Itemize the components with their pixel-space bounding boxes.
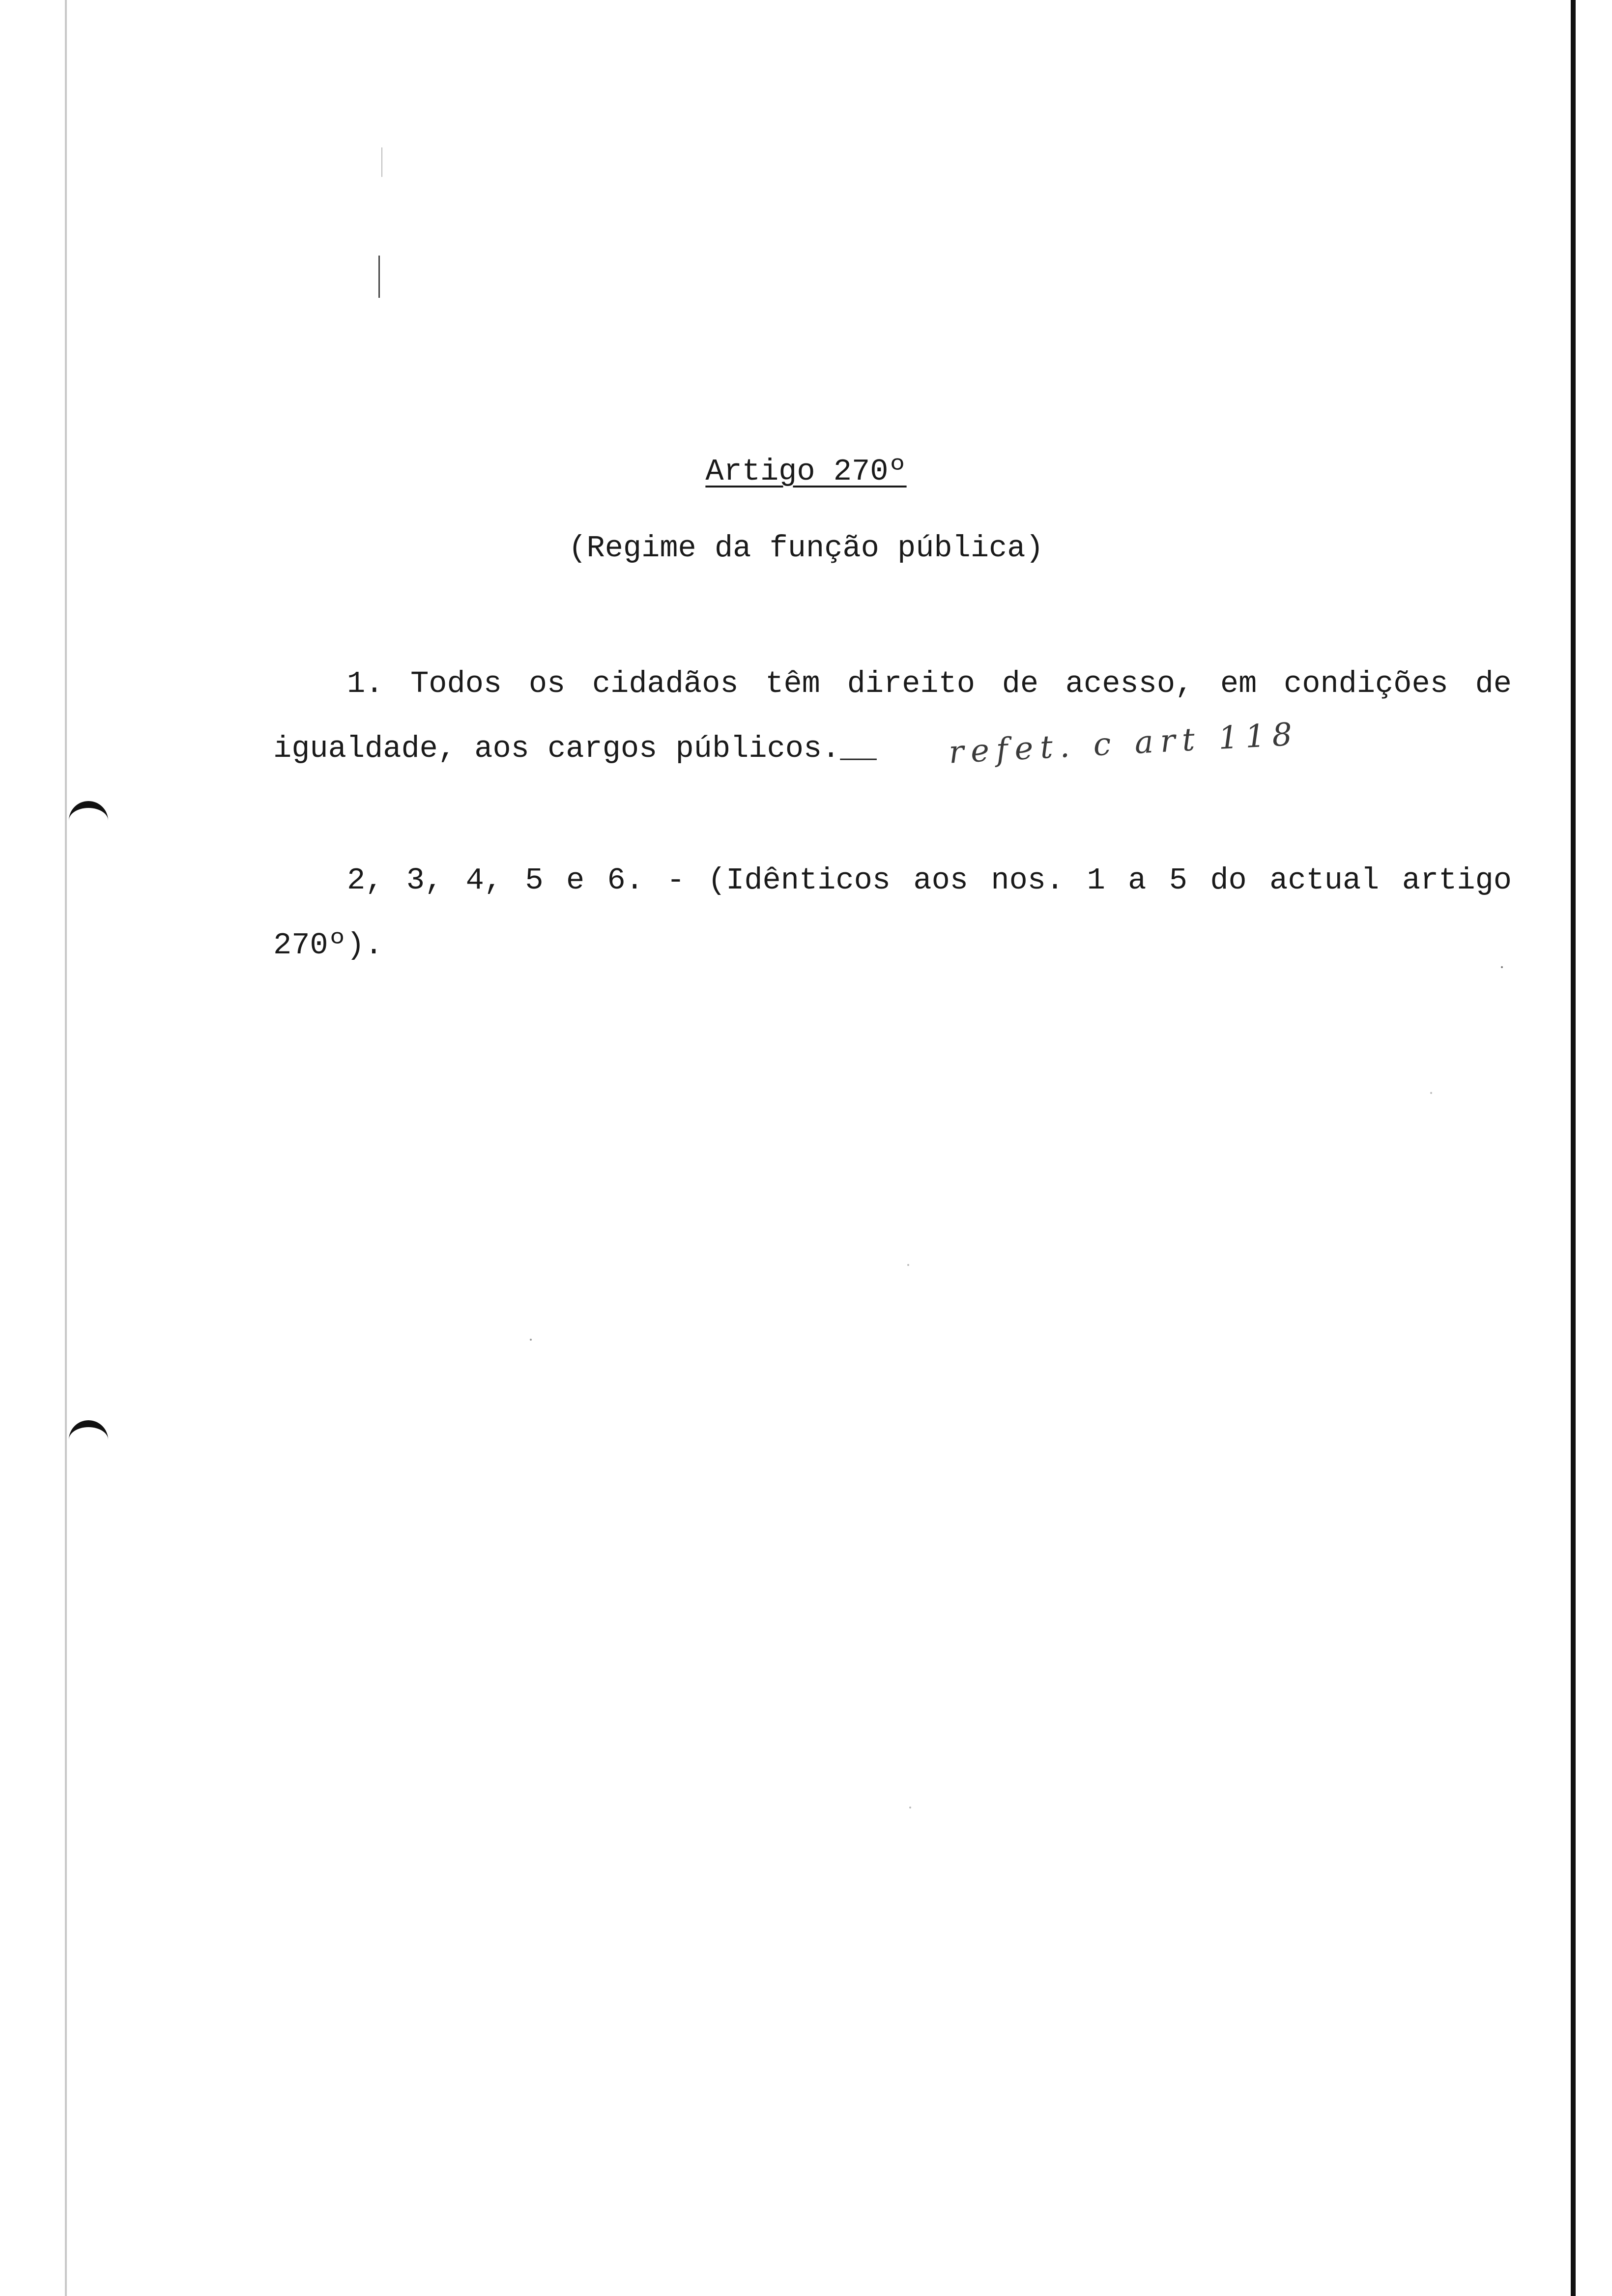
article-title-text: Artigo 270º xyxy=(705,454,907,489)
left-margin-rule xyxy=(65,0,67,2296)
article-title xyxy=(0,452,1612,491)
article-subtitle: (Regime da função pública) xyxy=(568,531,1044,566)
paper-speck xyxy=(530,1339,532,1341)
paragraph-2: 2, 3, 4, 5 e 6. - (Idênticos aos nos. 1 a 5 do actual artigo 270º). xyxy=(273,863,1512,963)
punch-hole-mark-lower xyxy=(69,1420,108,1450)
paper-speck xyxy=(1501,966,1503,968)
margin-pencil-mark xyxy=(378,256,380,298)
paper-speck xyxy=(907,1264,909,1266)
margin-faint-mark xyxy=(381,147,382,177)
handwritten-annotation: refet. c art 118 xyxy=(948,716,1300,771)
right-page-edge xyxy=(1571,0,1576,2296)
paragraph-1: 1. Todos os cidadãos têm direito de acesso, em condições de igualdade, aos cargos públicos.__ xyxy=(273,666,1512,766)
paper-speck xyxy=(909,1807,911,1808)
punch-hole-mark-upper xyxy=(69,801,108,831)
paper-speck xyxy=(1430,1092,1432,1094)
